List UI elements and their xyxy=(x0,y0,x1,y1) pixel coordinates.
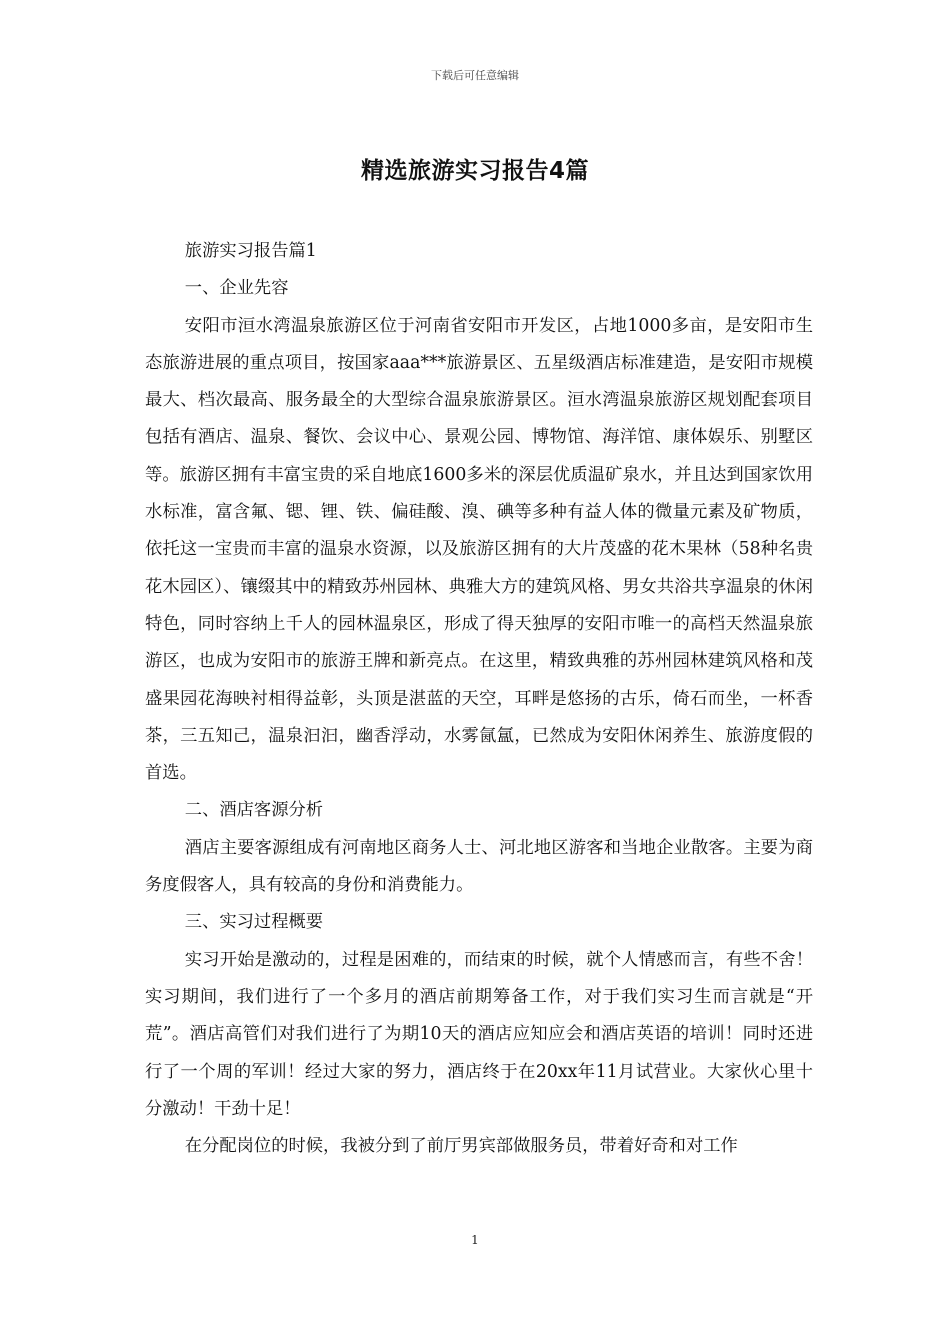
section-heading-report-1: 旅游实习报告篇1 xyxy=(184,241,317,261)
section-heading-company-intro: 一、企业先容 xyxy=(184,278,289,299)
section-heading-internship-overview: 三、实习过程概要 xyxy=(184,912,324,933)
document-title: 精选旅游实习报告4篇 xyxy=(360,158,589,184)
paragraph-guest-analysis: 酒店主要客源组成有河南地区商务人士、河北地区游客和当地企业散客。主要为商务度假客人，具有较高的身份和消费能力。 xyxy=(145,837,813,896)
page-header-note: 下载后可任意编辑 xyxy=(431,69,519,82)
document-body xyxy=(145,233,813,1165)
page-number: 1 xyxy=(471,1233,479,1247)
paragraph-company-intro: 安阳市洹水湾温泉旅游区位于河南省安阳市开发区，占地1000多亩，是安阳市生态旅游进展的重点项目，按国家aaa***旅游景区、五星级酒店标准建造，是安阳市规模最大、档次最高、服务最全的大型综合温泉旅游景区。洹水湾温泉旅游区规划配套项目包括有酒店、温泉、餐饮、会议中心、景观公园、博物馆、海洋馆、康体娱乐、别墅区等。旅游区拥有丰富宝贵的采自地底1600多米的深层优质温矿泉水，并且达到国家饮用水标准，富含氟、锶、锂、铁、偏硅酸、溴、碘等多种有益人体的微量元素及矿物质，依托这一宝贵而丰富的温泉水资源，以及旅游区拥有的大片茂盛的花木果林（58种名贵花木园区）、镶缀其中的精致苏州园林、典雅大方的建筑风格、男女共浴共享温泉的休闲特色，同时容纳上千人的园林温泉区，形成了得天独厚的安阳市唯一的高档天然温泉旅游区，也成为安阳市的旅游王牌和新亮点。在这里，精致典雅的苏州园林建筑风格和茂盛果园花海映衬相得益彰，头顶是湛蓝的天空，耳畔是悠扬的古乐，倚石而坐，一杯香茶，三五知己，温泉汩汩，幽香浮动，水雾氤氲，已然成为安阳休闲养生、旅游度假的首选。 xyxy=(145,315,813,784)
paragraph-job-assignment: 在分配岗位的时候，我被分到了前厅男宾部做服务员，带着好奇和对工作 xyxy=(184,1136,738,1157)
section-heading-guest-analysis: 二、酒店客源分析 xyxy=(184,800,324,821)
paragraph-internship-overview: 实习开始是激动的，过程是困难的，而结束的时候，就个人情感而言，有些不舍！实习期间，我们进行了一个多月的酒店前期筹备工作，对于我们实习生而言就是“开荒”。酒店高管们对我们进行了为期10天的酒店应知应会和酒店英语的培训！同时还进行了一个周的军训！经过大家的努力，酒店终于在20xx年11月试营业。大家伙心里十分激动！干劲十足！ xyxy=(145,949,813,1119)
